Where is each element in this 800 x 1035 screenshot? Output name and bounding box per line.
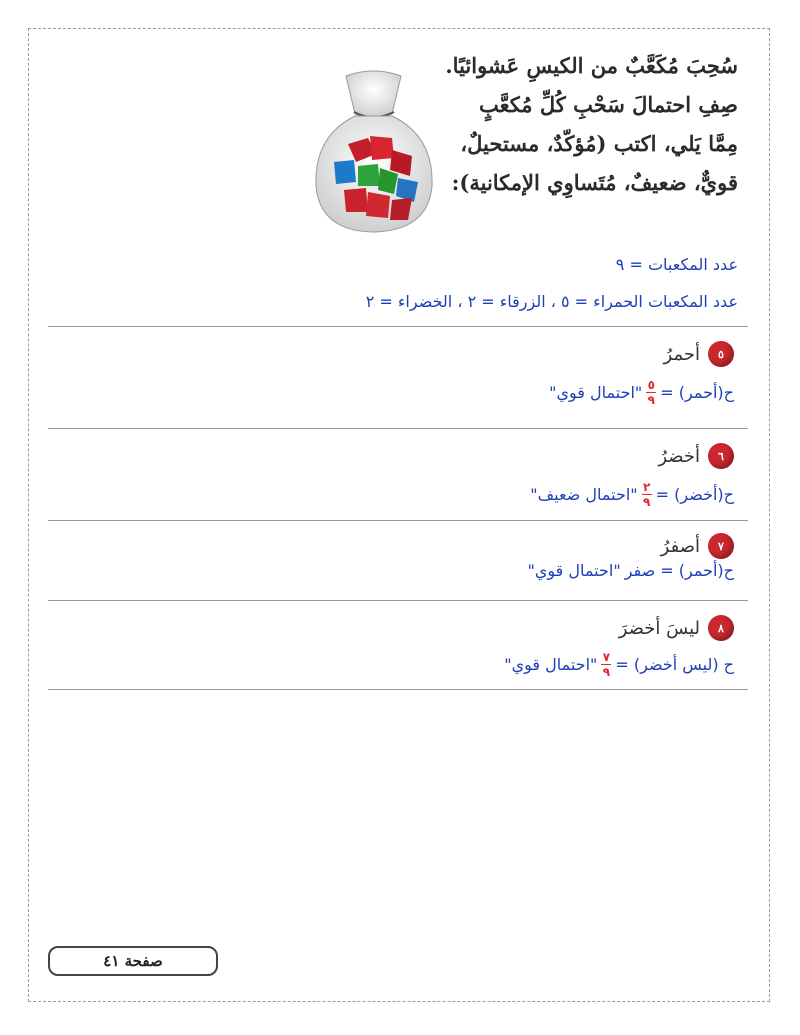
cube-breakdown: عدد المكعبات الحمراء = ٥ ، الزرقاء = ٢ ، الخضراء = ٢ [365, 292, 738, 311]
answer-suffix: "احتمال قوي" [527, 561, 621, 580]
question-text: أخضرُ [658, 445, 700, 467]
fraction [601, 651, 611, 678]
fraction [642, 481, 652, 508]
answer-suffix: "احتمال ضعيف" [530, 485, 638, 504]
list-item [48, 428, 748, 520]
intro-line-2: صِفِ احتمالَ سَحْبِ كُلِّ مُكعَّبٍ [478, 92, 738, 117]
list-item [48, 326, 748, 428]
fraction-denominator: ٩ [643, 495, 651, 509]
list-item [48, 600, 748, 690]
question-text: أحمرُ [663, 343, 700, 365]
answer [48, 481, 734, 508]
answer-prefix: ح(أخضر) = [655, 485, 734, 504]
answer [48, 561, 734, 580]
fraction [646, 379, 656, 406]
answer [48, 651, 734, 678]
answer-prefix: ح(أحمر) = صفر [624, 561, 734, 580]
question-number: ٧ [708, 533, 734, 559]
answer-prefix: ح(أحمر) = [660, 383, 734, 402]
intro-line-1: سُحِبَ مُكَعَّبٌ من الكيسِ عَشوائيًا. [445, 53, 738, 78]
answer-suffix: "احتمال قوي" [549, 383, 643, 402]
fraction-numerator: ٧ [602, 650, 611, 664]
answer [48, 379, 734, 406]
answer-prefix: ح (ليس أخضر) = [615, 655, 734, 674]
page-label: صفحة ٤١ [103, 952, 163, 970]
intro-line-3: مِمَّا يَلي، اكتب (مُؤكّدٌ، مستحيلٌ، [460, 131, 738, 156]
fraction-denominator: ٩ [602, 665, 611, 679]
questions-list [48, 326, 748, 690]
question-number: ٨ [708, 615, 734, 641]
fraction-numerator: ٥ [647, 378, 655, 392]
total-cubes: عدد المكعبات = ٩ [615, 255, 738, 274]
cube-bag-image [306, 66, 441, 236]
fraction-numerator: ٢ [643, 480, 651, 494]
question-text: ليسَ أخضرَ [618, 617, 700, 639]
fraction-denominator: ٩ [647, 393, 655, 407]
question-number: ٥ [708, 341, 734, 367]
list-item [48, 520, 748, 600]
question-text: أصفرُ [660, 535, 700, 557]
question-number: ٦ [708, 443, 734, 469]
page-number-tab [48, 946, 218, 976]
answer-suffix: "احتمال قوي" [504, 655, 598, 674]
intro-line-4: قويٌّ، ضعيفٌ، مُتَساوِي الإمكانية): [451, 170, 738, 195]
